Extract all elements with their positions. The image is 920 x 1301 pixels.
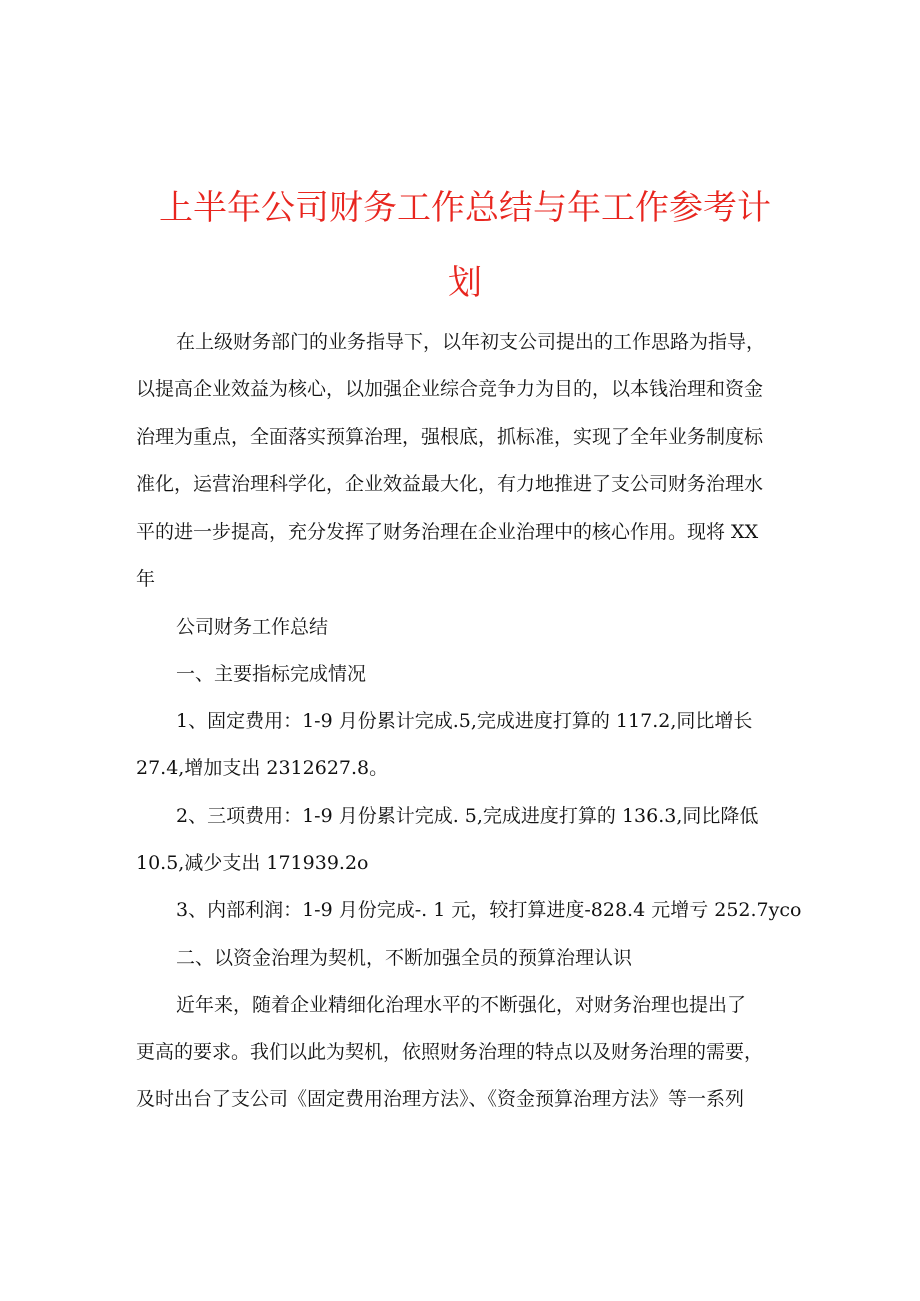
paragraph-line: 年 — [136, 568, 156, 590]
paragraph-line: 27.4,增加支出 2312627.8。 — [136, 757, 389, 779]
paragraph-line: 近年来，随着企业精细化治理水平的不断强化，对财务治理也提出了 — [176, 994, 747, 1016]
section-heading: 一、主要指标完成情况 — [176, 663, 367, 685]
paragraph-line: 以提高企业效益为核心，以加强企业综合竞争力为目的，以本钱治理和资金 — [136, 378, 764, 400]
paragraph-line: 及时出台了支公司《固定费用治理方法》、《资金预算治理方法》等一系列 — [136, 1088, 745, 1110]
paragraph-line: 2、三项费用：1-9 月份累计完成. 5,完成进度打算的 136.3,同比降低 — [176, 805, 759, 827]
paragraph-line: 在上级财务部门的业务指导下，以年初支公司提出的工作思路为指导， — [176, 331, 766, 353]
paragraph-line: 治理为重点，全面落实预算治理，强根底，抓标准，实现了全年业务制度标 — [136, 426, 764, 448]
paragraph-line: 更高的要求。我们以此为契机，依照财务治理的特点以及财务治理的需要， — [136, 1041, 764, 1063]
paragraph-line: 3、内部利润：1-9 月份完成-. 1 元，较打算进度-828.4 元增亏 252.7yco — [176, 899, 802, 921]
paragraph-line: 平的进一步提高，充分发挥了财务治理在企业治理中的核心作用。现将 XX — [136, 521, 759, 543]
paragraph-line: 10.5,减少支出 171939.2o — [136, 852, 369, 874]
section-heading: 二、以资金治理为契机，不断加强全员的预算治理认识 — [176, 947, 633, 969]
document-title-line-2: 划 — [448, 263, 482, 303]
section-heading: 公司财务工作总结 — [176, 616, 329, 638]
paragraph-line: 1、固定费用：1-9 月份累计完成.5,完成进度打算的 117.2,同比增长 — [176, 710, 753, 732]
paragraph-line: 准化，运营治理科学化，企业效益最大化，有力地推进了支公司财务治理水 — [136, 473, 764, 495]
document-title-line-1: 上半年公司财务工作总结与年工作参考计 — [159, 188, 771, 228]
